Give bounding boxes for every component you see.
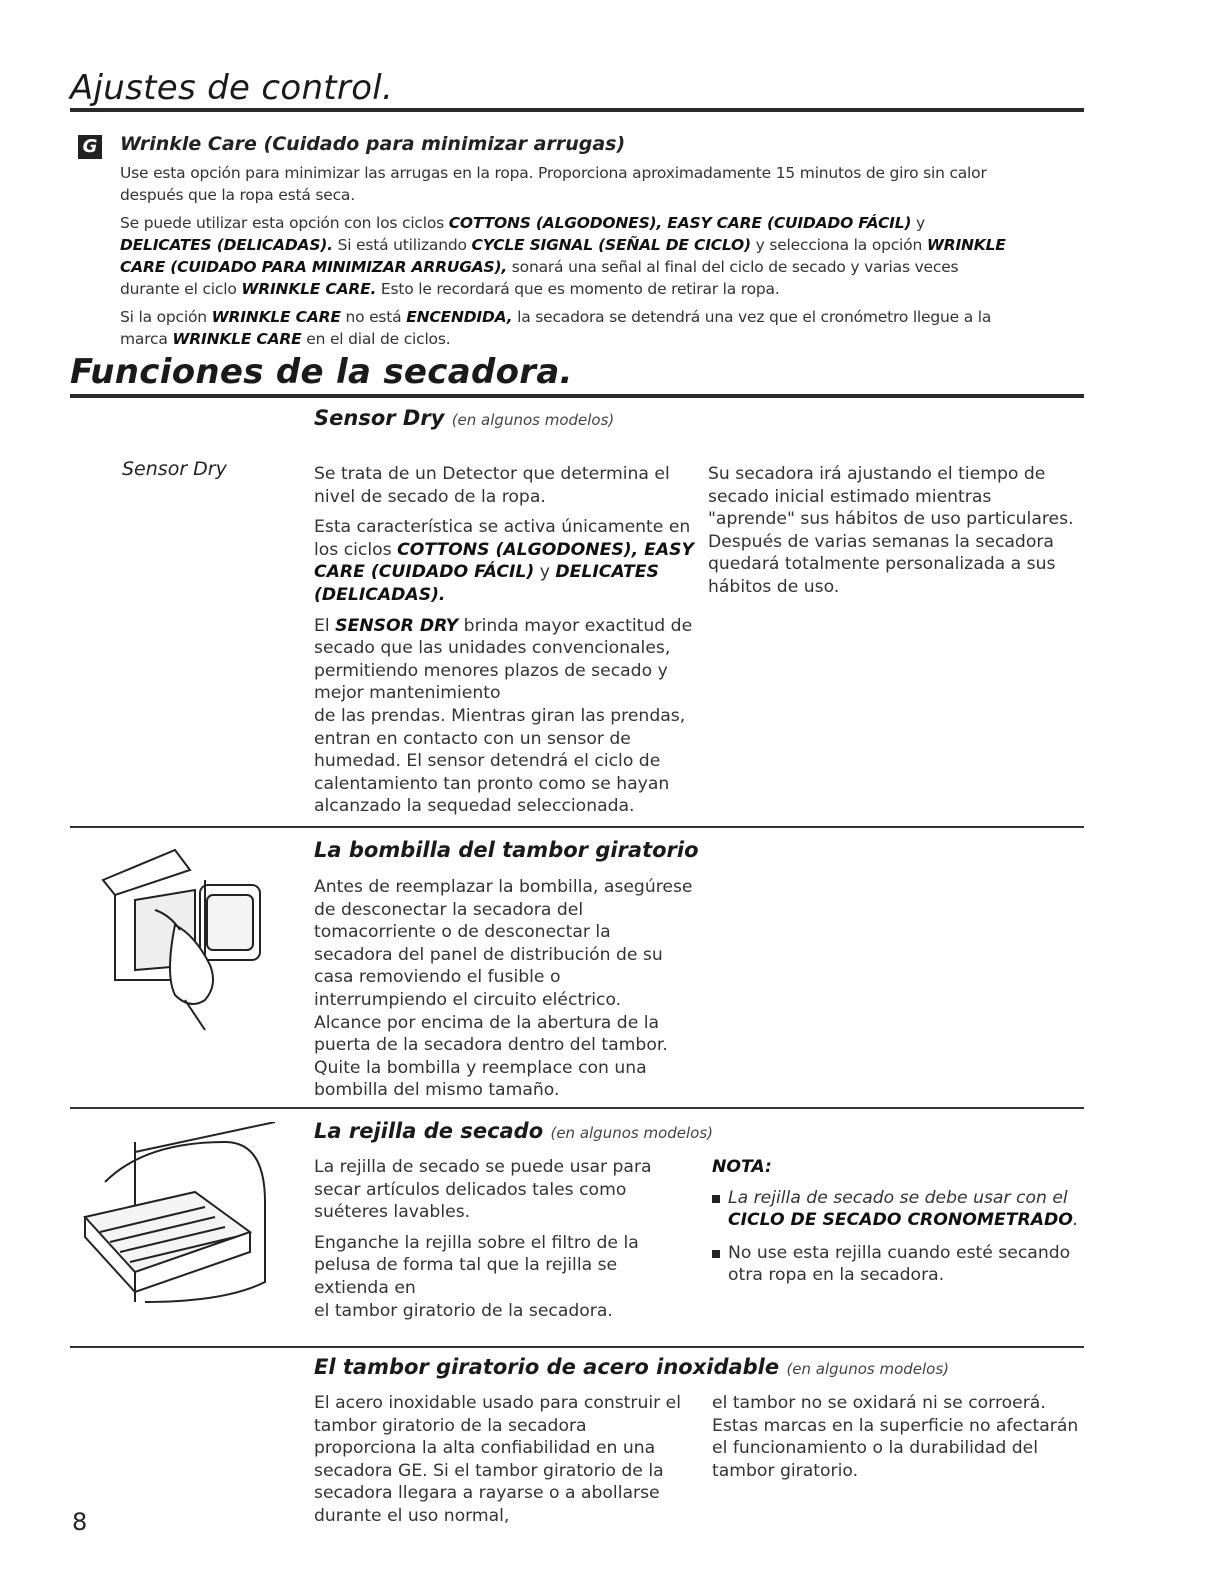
rack-col1 bbox=[314, 1156, 694, 1330]
wrinkle-heading: Wrinkle Care (Cuidado para minimizar arrugas) bbox=[120, 133, 626, 155]
section2-rule bbox=[70, 394, 1084, 398]
wrinkle-body bbox=[120, 162, 1020, 356]
drying-rack-illustration bbox=[75, 1122, 285, 1312]
rack-p2: Enganche la rejilla sobre el filtro de la pelusa de forma tal que la rejilla se extienda en bbox=[314, 1232, 639, 1298]
sensor-heading: Sensor Dry (en algunos modelos) bbox=[314, 406, 615, 430]
title-rule bbox=[70, 108, 1084, 112]
nota-bullet-1: La rejilla de secado se debe usar con el CICLO DE SECADO CRONOMETRADO. bbox=[712, 1187, 1082, 1232]
divider bbox=[70, 1107, 1084, 1109]
bulb-heading: La bombilla del tambor giratorio bbox=[314, 838, 699, 862]
dryer-bulb-illustration bbox=[95, 840, 285, 1040]
rack-note bbox=[712, 1156, 1082, 1287]
bulb-text: Antes de reemplazar la bombilla, asegúrese de desconectar la secadora del tomacorriente o de desconectar la secadora del panel de distribución de su casa removiendo el fusible o interrumpiendo el circuito eléctrico. Alcance por encima de la abertura de la puerta de la secadora dentro del tambor. Quite la bombilla y reemplace con una bombilla del mismo tamaño. bbox=[314, 877, 693, 1101]
sensor-c1-p2: Esta característica se activa únicamente en los ciclos COTTONS (ALGODONES), EASY CARE (CUIDADO FÁCIL) y DELICATES (DELICADAS). bbox=[314, 517, 694, 605]
drum-col1: El acero inoxidable usado para construir el tambor giratorio de la secadora proporciona la alta confiabilidad en una secadora GE. Si el tambor giratorio de la secadora llegara a rayarse o a abollarse durante el uso normal, bbox=[314, 1393, 682, 1526]
section-badge: G bbox=[78, 135, 102, 159]
wrinkle-p2: Se puede utilizar esta opción con los ciclos COTTONS (ALGODONES), EASY CARE (CUIDADO FÁCIL) y DELICATES (DELICADAS). Si está utilizando CYCLE SIGNAL (SEÑAL DE CICLO) y selecciona la opción WRINKLE CARE (CUIDADO PARA MINIMIZAR ARRUGAS), sonará una señal al final del ciclo de secado y varias veces durante el ciclo WRINKLE CARE. Esto le recordará que es momento de retirar la ropa. bbox=[120, 214, 1006, 298]
sensor-c1-p4: de las prendas. Mientras giran las prendas, entran en contacto con un sensor de humedad. El sensor detendrá el ciclo de calentamiento tan pronto como se hayan alcanzado la sequedad seleccionada. bbox=[314, 705, 686, 817]
wrinkle-p1: Use esta opción para minimizar las arrugas en la ropa. Proporciona aproximadamente 15 minutos de giro sin calor después que la ropa está seca. bbox=[120, 164, 987, 204]
sensor-c1-p3: El SENSOR DRY brinda mayor exactitud de secado que las unidades convencionales, permitiendo menores plazos de secado y mejor mantenimiento bbox=[314, 615, 693, 704]
divider bbox=[70, 1346, 1084, 1348]
sensor-col1 bbox=[314, 463, 694, 826]
nota-bullet-2: No use esta rejilla cuando esté secando otra ropa en la secadora. bbox=[712, 1242, 1082, 1287]
nota-label: NOTA: bbox=[712, 1157, 772, 1177]
sensor-col2 bbox=[708, 463, 1083, 607]
drum-heading: El tambor giratorio de acero inoxidable (en algunos modelos) bbox=[314, 1355, 950, 1379]
rack-heading: La rejilla de secado (en algunos modelos) bbox=[314, 1119, 714, 1143]
page-number: 8 bbox=[72, 1508, 88, 1536]
wrinkle-p3: Si la opción WRINKLE CARE no está ENCENDIDA, la secadora se detendrá una vez que el cronómetro llegue a la marca WRINKLE CARE en el dial de ciclos. bbox=[120, 308, 992, 348]
section2-title: Funciones de la secadora. bbox=[70, 352, 573, 392]
page-title: Ajustes de control. bbox=[70, 68, 394, 108]
drum-col2: el tambor no se oxidará ni se corroerá. Estas marcas en la superficie no afectarán el funcionamiento o la durabilidad del tambor giratorio. bbox=[712, 1393, 1079, 1481]
sensor-c2-p1: Su secadora irá ajustando el tiempo de secado inicial estimado mientras "aprende" sus hábitos de uso particulares. Después de varias semanas la secadora quedará totalmente personalizada a sus hábitos de uso. bbox=[708, 464, 1074, 597]
sensor-c1-p1: Se trata de un Detector que determina el nivel de secado de la ropa. bbox=[314, 464, 670, 507]
sensor-side-label: Sensor Dry bbox=[122, 458, 227, 480]
rack-p3: el tambor giratorio de la secadora. bbox=[314, 1300, 613, 1321]
divider bbox=[70, 826, 1084, 828]
rack-p1: La rejilla de secado se puede usar para secar artículos delicados tales como suéteres lavables. bbox=[314, 1157, 652, 1223]
